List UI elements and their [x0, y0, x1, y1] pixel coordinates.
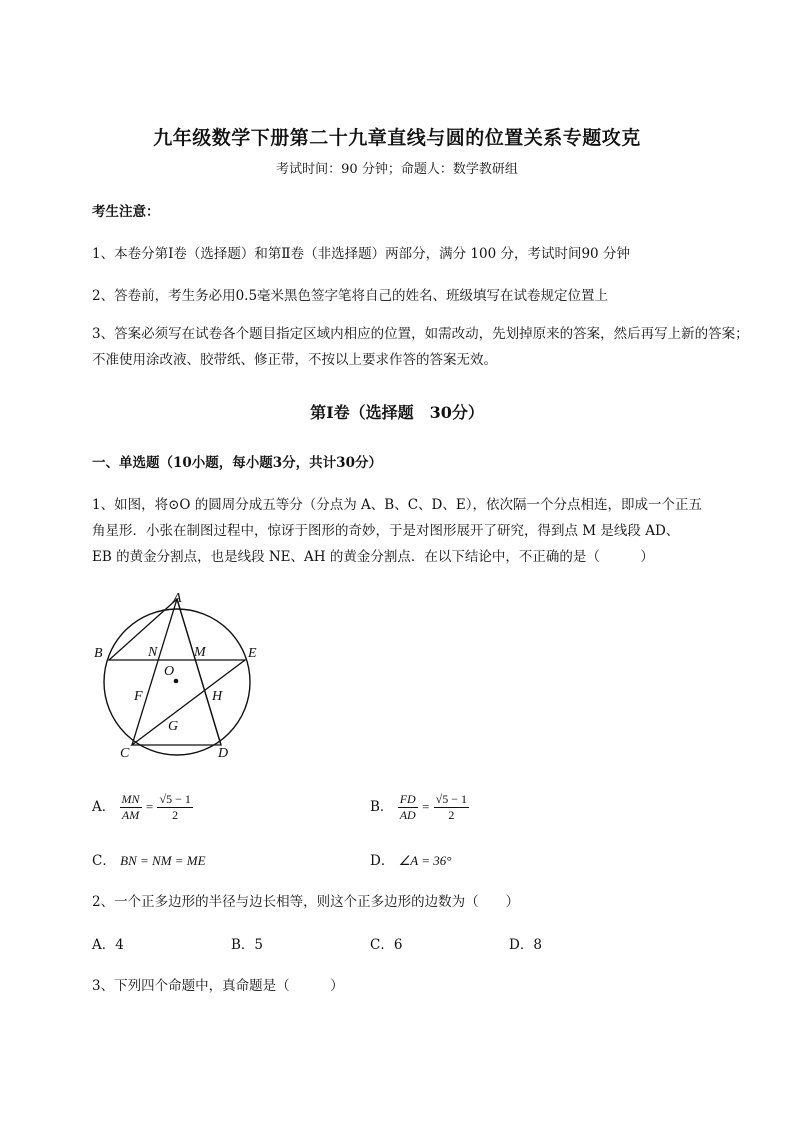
part-title: 第Ⅰ卷（选择题 30分） [310, 403, 484, 422]
label-c: C [120, 746, 130, 761]
question-1-line: EB 的黄金分割点，也是线段 NE、AH 的黄金分割点．在以下结论中，不正确的是（ ） [92, 549, 654, 565]
note-item: 3、答案必须写在试卷各个题目指定区域内相应的位置，如需改动，先划掉原来的答案，然后再写上新的答案；不准使用涂改液、胶带纸、修正带，不按以上要求作答的答案无效。 [92, 326, 749, 368]
section-title: 一、单选题（10小题，每小题3分，共计30分） [92, 455, 382, 471]
notes-heading: 考生注意： [92, 204, 160, 220]
option-b[interactable]: B． $\frac{FD}{AD}$ = $\frac{√5 - 1}{2}$ [370, 792, 468, 822]
label-n: N [148, 645, 158, 660]
option-d[interactable] [370, 849, 451, 869]
label-h: H [212, 689, 223, 704]
option-a[interactable]: A． $\frac{MN}{AM}$ = $\frac{√5 - 1}{2}$ [92, 792, 191, 822]
page-title: 九年级数学下册第二十九章直线与圆的位置关系专题攻克 [153, 127, 641, 149]
option-c[interactable] [92, 849, 206, 869]
label-f: F [134, 689, 143, 704]
label-g: G [168, 719, 179, 734]
label-m: M [194, 645, 206, 660]
question-1-line: 角星形．小张在制图过程中，惊讶于图形的奇妙，于是对图形展开了研究，得到点 M 是线段 AD、 [92, 523, 680, 539]
fraction-rhs: $\frac{√5 - 1}{2}$ [435, 792, 468, 822]
label-o: O [164, 664, 175, 679]
label-e: E [248, 646, 257, 661]
label-a: A [173, 591, 182, 606]
note-item: 2、答卷前，考生务必用0.5毫米黑色签字笔将自己的姓名、班级填写在试卷规定位置上 [92, 288, 609, 304]
label-d: D [218, 746, 229, 761]
q2-option-a[interactable]: A．4 [92, 937, 124, 953]
fraction-lhs: $\frac{FD}{AD}$ [399, 792, 416, 822]
line-ad [177, 599, 221, 745]
option-expression: BN = NM = ME [120, 853, 206, 868]
option-letter: B． [370, 799, 394, 815]
option-letter: C． [92, 853, 116, 869]
center-dot [174, 679, 179, 684]
exam-info: 考试时间：90 分钟；命题人：数学教研组 [276, 162, 518, 177]
label-b: B [94, 646, 103, 661]
q2-option-c[interactable]: C．6 [370, 937, 403, 953]
question-2: 2、一个正多边形的半径与边长相等，则这个正多边形的边数为（ ） [92, 894, 520, 910]
q2-option-b[interactable]: B．5 [231, 937, 264, 953]
question-3: 3、下列四个命题中，真命题是（ ） [92, 978, 344, 994]
fraction-rhs: $\frac{√5 - 1}{2}$ [159, 792, 191, 822]
question-1-line: 1、如图，将⊙O 的圆周分成五等分（分点为 A、B、C、D、E），依次隔一个分点相连，即成一个正五 [92, 497, 702, 513]
fraction-lhs: $\frac{MN}{AM}$ [121, 792, 140, 822]
option-letter: A． [92, 799, 116, 815]
option-expression: ∠A = 36° [398, 853, 452, 868]
note-item: 1、本卷分第Ⅰ卷（选择题）和第Ⅱ卷（非选择题）两部分，满分 100 分，考试时间90 分钟 [92, 246, 630, 262]
q2-option-d[interactable]: D．8 [509, 937, 542, 953]
option-letter: D． [370, 853, 395, 869]
pentagram-figure [90, 585, 270, 765]
